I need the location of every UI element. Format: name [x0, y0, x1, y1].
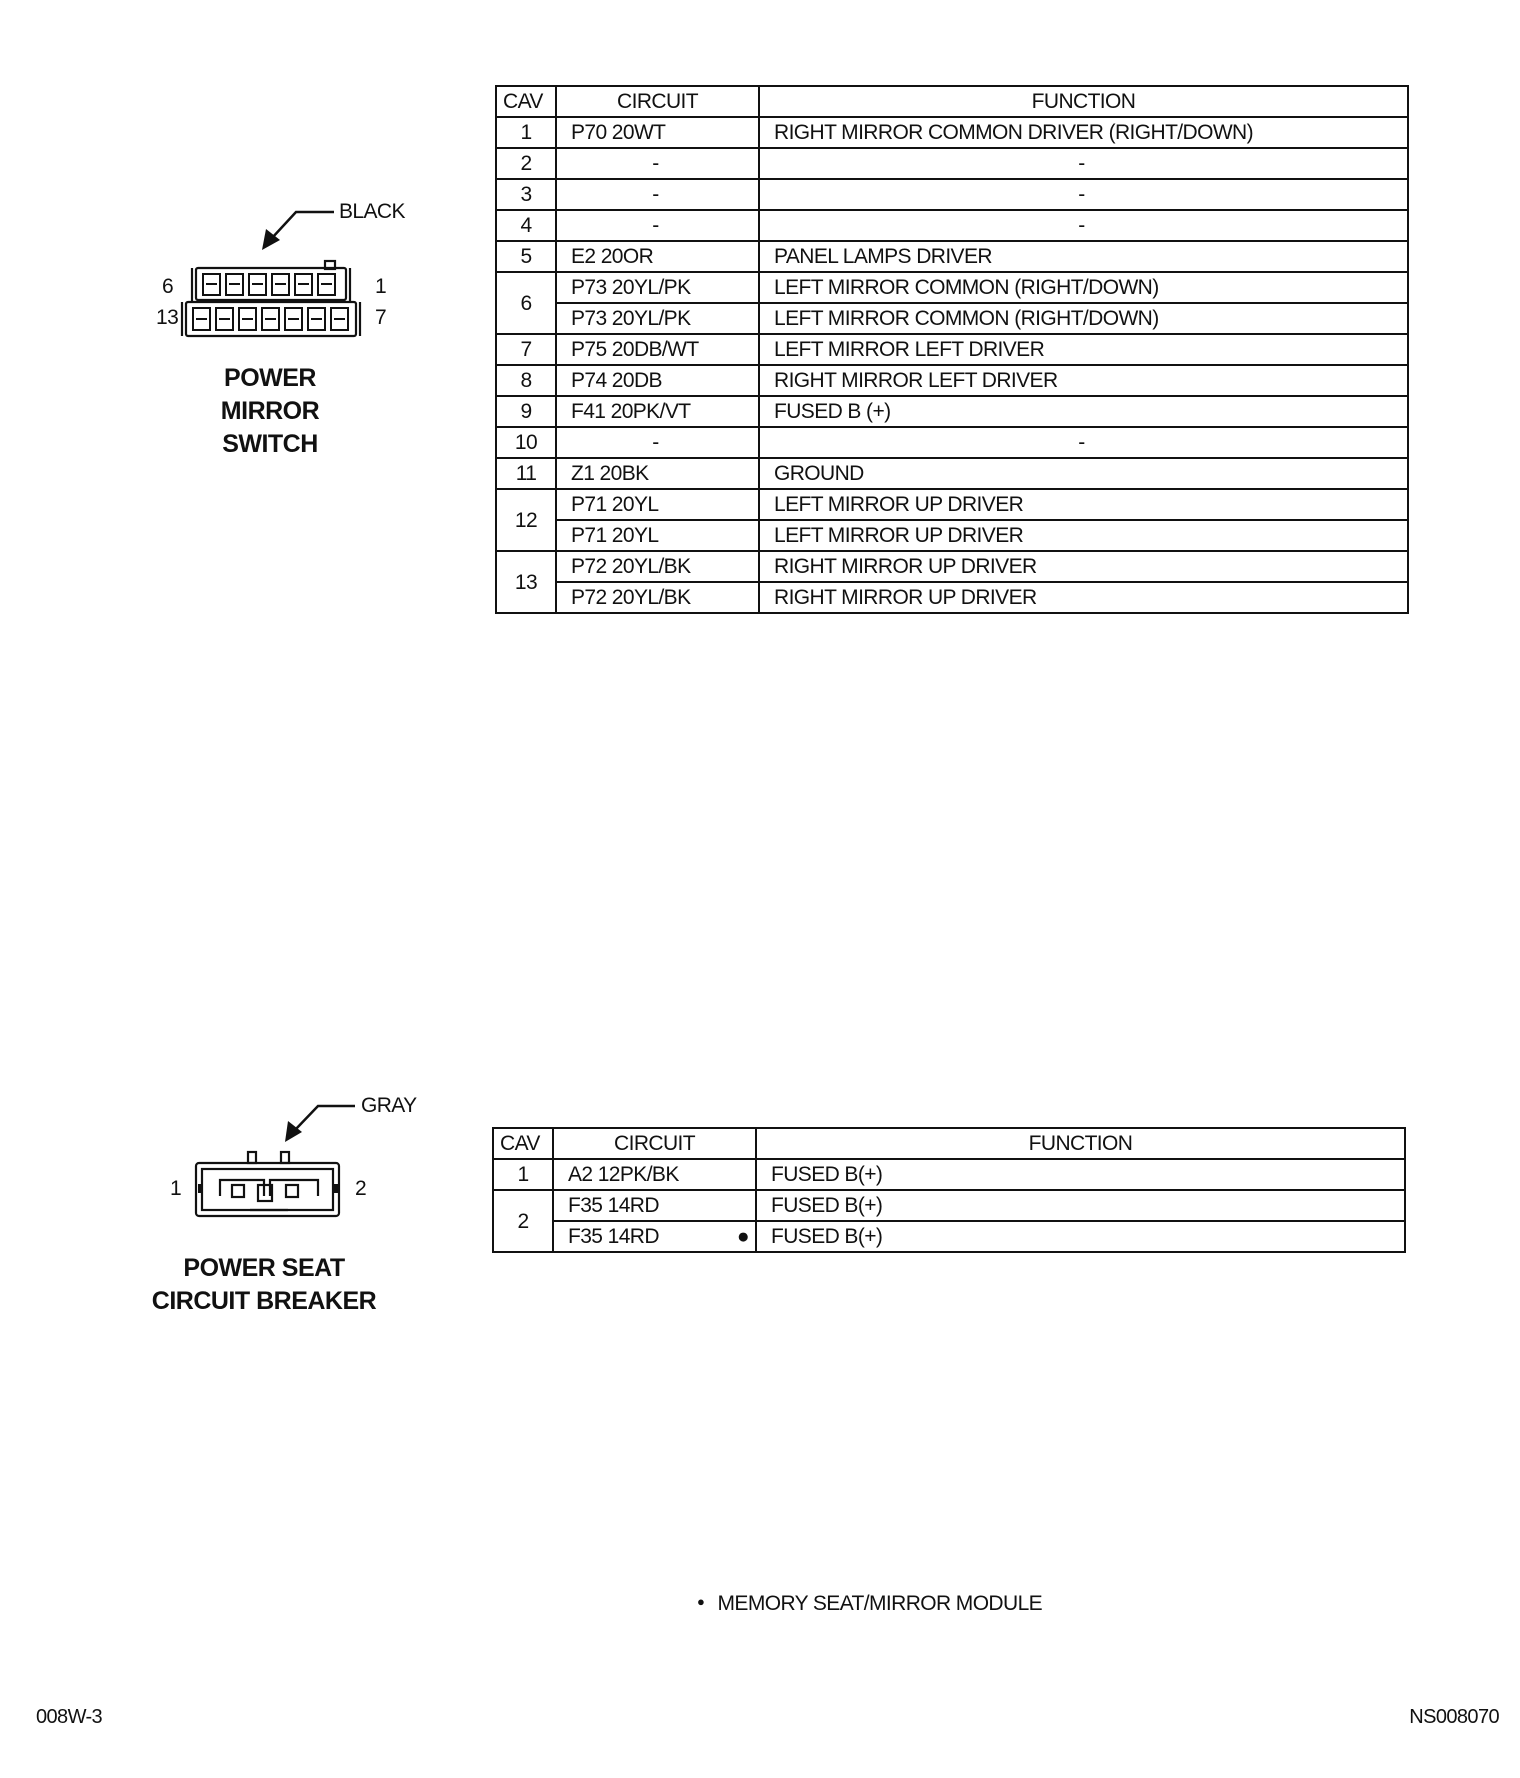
circuit-cell: - [556, 210, 759, 241]
function-cell: LEFT MIRROR UP DRIVER [759, 520, 1408, 551]
pin-label-right: 2 [355, 1177, 367, 1200]
function-cell: - [759, 427, 1408, 458]
cav-cell: 12 [496, 489, 556, 551]
cav-cell: 5 [496, 241, 556, 272]
connector-title-line: MIRROR [220, 397, 320, 425]
function-cell: RIGHT MIRROR LEFT DRIVER [759, 365, 1408, 396]
function-cell: FUSED B(+) [756, 1190, 1405, 1221]
circuit-cell: P70 20WT [556, 117, 759, 148]
table-row [496, 551, 1408, 582]
table-row [496, 489, 1408, 520]
circuit-cell: P72 20YL/BK [556, 582, 759, 613]
cav-cell: 1 [493, 1159, 553, 1190]
cav-cell: 11 [496, 458, 556, 489]
table-row [496, 179, 1408, 210]
cav-cell: 6 [496, 272, 556, 334]
footnote-text: MEMORY SEAT/MIRROR MODULE [717, 1592, 1043, 1615]
circuit-cell: P75 20DB/WT [556, 334, 759, 365]
circuit-cell: - [556, 148, 759, 179]
table-row [496, 148, 1408, 179]
bullet-icon: ● [697, 1594, 705, 1609]
header-cav: CAV [496, 86, 556, 117]
circuit-cell: F35 14RD [553, 1190, 756, 1221]
connector-title-line: POWER [224, 364, 316, 392]
table-row [496, 427, 1408, 458]
pin-label-top-right: 1 [375, 275, 387, 298]
cav-cell: 3 [496, 179, 556, 210]
pin-label-bottom-right: 7 [375, 306, 387, 329]
power-mirror-switch-pinout-table [495, 85, 1409, 614]
circuit-cell: - [556, 427, 759, 458]
function-cell: LEFT MIRROR LEFT DRIVER [759, 334, 1408, 365]
function-cell: RIGHT MIRROR COMMON DRIVER (RIGHT/DOWN) [759, 117, 1408, 148]
pin-label-bottom-left: 13 [156, 306, 179, 329]
function-cell: LEFT MIRROR COMMON (RIGHT/DOWN) [759, 303, 1408, 334]
circuit-cell: E2 20OR [556, 241, 759, 272]
header-circuit: CIRCUIT [556, 86, 759, 117]
table-row [493, 1221, 1405, 1252]
circuit-text: F35 14RD [568, 1225, 659, 1248]
cav-cell: 9 [496, 396, 556, 427]
cav-cell: 4 [496, 210, 556, 241]
cav-cell: 10 [496, 427, 556, 458]
table-row [496, 458, 1408, 489]
function-cell: - [759, 179, 1408, 210]
cav-cell: 8 [496, 365, 556, 396]
pin-label-left: 1 [170, 1177, 182, 1200]
function-cell: LEFT MIRROR UP DRIVER [759, 489, 1408, 520]
table-row [496, 272, 1408, 303]
circuit-cell: - [556, 179, 759, 210]
cav-cell: 2 [496, 148, 556, 179]
connector-title-line: POWER SEAT [183, 1254, 345, 1282]
footer-left-code: 008W-3 [36, 1706, 103, 1728]
circuit-cell: A2 12PK/BK [553, 1159, 756, 1190]
table-row [496, 396, 1408, 427]
footer-right-code: NS008070 [1409, 1706, 1499, 1728]
circuit-cell: P72 20YL/BK [556, 551, 759, 582]
connector-title [170, 362, 370, 461]
function-cell: PANEL LAMPS DRIVER [759, 241, 1408, 272]
cav-cell: 13 [496, 551, 556, 613]
connector-title [139, 1252, 389, 1318]
connector-color-label: BLACK [339, 200, 405, 223]
header-function: FUNCTION [759, 86, 1408, 117]
table-row [496, 117, 1408, 148]
function-cell: LEFT MIRROR COMMON (RIGHT/DOWN) [759, 272, 1408, 303]
function-cell: RIGHT MIRROR UP DRIVER [759, 551, 1408, 582]
connector-title-line: CIRCUIT BREAKER [151, 1287, 377, 1315]
function-cell: - [759, 210, 1408, 241]
circuit-cell: P73 20YL/PK [556, 272, 759, 303]
table-row [496, 303, 1408, 334]
table-row [493, 1159, 1405, 1190]
table-header-row [493, 1128, 1405, 1159]
cav-cell: 7 [496, 334, 556, 365]
table-row [496, 210, 1408, 241]
circuit-cell: F41 20PK/VT [556, 396, 759, 427]
connector-title-line: SWITCH [222, 430, 318, 458]
circuit-cell: P74 20DB [556, 365, 759, 396]
function-cell: FUSED B(+) [756, 1221, 1405, 1252]
cav-cell: 2 [493, 1190, 553, 1252]
function-cell: GROUND [759, 458, 1408, 489]
table-row [496, 241, 1408, 272]
circuit-cell: P71 20YL [556, 520, 759, 551]
function-cell: FUSED B(+) [756, 1159, 1405, 1190]
circuit-cell: Z1 20BK [556, 458, 759, 489]
power-seat-circuit-breaker-connector-diagram [0, 0, 1, 1]
table-header-row [496, 86, 1408, 117]
header-function: FUNCTION [756, 1128, 1405, 1159]
memory-module-marker-icon: ● [736, 1225, 749, 1248]
function-cell: RIGHT MIRROR UP DRIVER [759, 582, 1408, 613]
table-row [496, 334, 1408, 365]
footnote [697, 1592, 1042, 1616]
circuit-cell: P73 20YL/PK [556, 303, 759, 334]
function-cell: - [759, 148, 1408, 179]
header-cav: CAV [493, 1128, 553, 1159]
circuit-cell [553, 1221, 756, 1252]
function-cell: FUSED B (+) [759, 396, 1408, 427]
connector-color-label: GRAY [361, 1094, 417, 1117]
header-circuit: CIRCUIT [553, 1128, 756, 1159]
power-seat-circuit-breaker-pinout-table [492, 1127, 1406, 1253]
table-row [496, 365, 1408, 396]
table-row [496, 582, 1408, 613]
pin-label-top-left: 6 [162, 275, 174, 298]
cav-cell: 1 [496, 117, 556, 148]
table-row [496, 520, 1408, 551]
table-row [493, 1190, 1405, 1221]
circuit-cell: P71 20YL [556, 489, 759, 520]
